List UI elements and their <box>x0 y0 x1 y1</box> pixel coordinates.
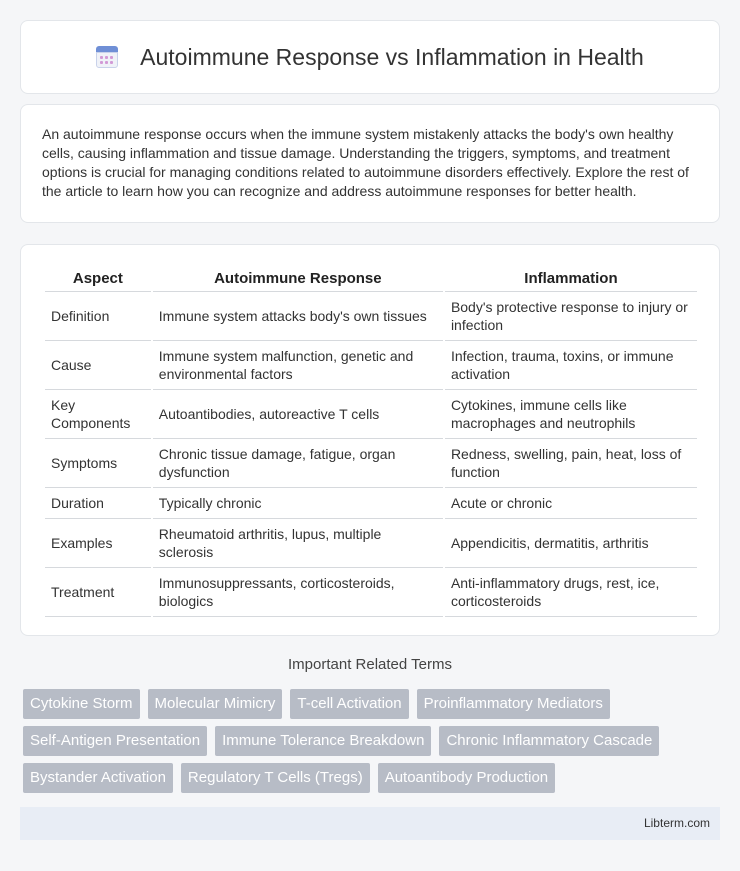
cell-inflammation: Body's protective response to injury or infection <box>445 292 697 341</box>
related-terms <box>23 689 723 800</box>
related-term-tag[interactable]: Proinflammatory Mediators <box>417 689 610 719</box>
intro-text: An autoimmune response occurs when the immune system mistakenly attacks the body's own healthy cells, causing inflammation and tissue damage. Understanding the triggers, symptoms, and treatment options is crucial for managing conditions related to autoimmune disorders effectively. Explore the rest of the article to learn how you can recognize and address autoimmune responses for better health. <box>42 126 689 199</box>
table-row <box>45 568 697 617</box>
cell-autoimmune: Typically chronic <box>153 488 443 519</box>
cell-inflammation: Anti-inflammatory drugs, rest, ice, corticosteroids <box>445 568 697 617</box>
table-row <box>45 292 697 341</box>
table-header-row <box>45 266 697 292</box>
cell-aspect: Duration <box>45 488 151 519</box>
cell-aspect: Cause <box>45 341 151 390</box>
cell-autoimmune: Immunosuppressants, corticosteroids, biologics <box>153 568 443 617</box>
related-term-tag[interactable]: Molecular Mimicry <box>148 689 283 719</box>
related-term-tag[interactable]: Cytokine Storm <box>23 689 140 719</box>
tag-row <box>23 763 723 793</box>
comparison-table-card <box>20 244 720 636</box>
cell-inflammation: Infection, trauma, toxins, or immune activation <box>445 341 697 390</box>
cell-aspect: Symptoms <box>45 439 151 488</box>
cell-inflammation: Appendicitis, dermatitis, arthritis <box>445 519 697 568</box>
comparison-table <box>43 266 699 617</box>
related-term-tag[interactable]: Self-Antigen Presentation <box>23 726 207 756</box>
calendar-icon <box>96 46 118 68</box>
cell-aspect: Definition <box>45 292 151 341</box>
related-term-tag[interactable]: Autoantibody Production <box>378 763 555 793</box>
cell-autoimmune: Rheumatoid arthritis, lupus, multiple sclerosis <box>153 519 443 568</box>
related-term-tag[interactable]: Bystander Activation <box>23 763 173 793</box>
cell-inflammation: Cytokines, immune cells like macrophages and neutrophils <box>445 390 697 439</box>
cell-aspect: Examples <box>45 519 151 568</box>
table-row <box>45 519 697 568</box>
related-term-tag[interactable]: T-cell Activation <box>290 689 408 719</box>
cell-inflammation: Acute or chronic <box>445 488 697 519</box>
intro-card <box>20 104 720 223</box>
footer-site-link[interactable]: Libterm.com <box>643 816 710 830</box>
tag-row <box>23 689 723 719</box>
cell-autoimmune: Chronic tissue damage, fatigue, organ dysfunction <box>153 439 443 488</box>
tag-row <box>23 726 723 756</box>
header-card <box>20 20 720 94</box>
cell-autoimmune: Immune system attacks body's own tissues <box>153 292 443 341</box>
cell-inflammation: Redness, swelling, pain, heat, loss of function <box>445 439 697 488</box>
header-aspect: Aspect <box>45 266 151 292</box>
cell-aspect: Treatment <box>45 568 151 617</box>
related-term-tag[interactable]: Chronic Inflammatory Cascade <box>439 726 659 756</box>
footer <box>20 807 720 840</box>
header-autoimmune: Autoimmune Response <box>153 266 443 292</box>
cell-autoimmune: Immune system malfunction, genetic and environmental factors <box>153 341 443 390</box>
cell-autoimmune: Autoantibodies, autoreactive T cells <box>153 390 443 439</box>
cell-aspect: Key Components <box>45 390 151 439</box>
related-term-tag[interactable]: Regulatory T Cells (Tregs) <box>181 763 370 793</box>
page-title: Autoimmune Response vs Inflammation in Health <box>140 43 644 70</box>
table-row <box>45 439 697 488</box>
table-row <box>45 488 697 519</box>
related-term-tag[interactable]: Immune Tolerance Breakdown <box>215 726 431 756</box>
table-row <box>45 341 697 390</box>
related-terms-title: Important Related Terms <box>288 656 452 673</box>
header-inflammation: Inflammation <box>445 266 697 292</box>
table-row <box>45 390 697 439</box>
